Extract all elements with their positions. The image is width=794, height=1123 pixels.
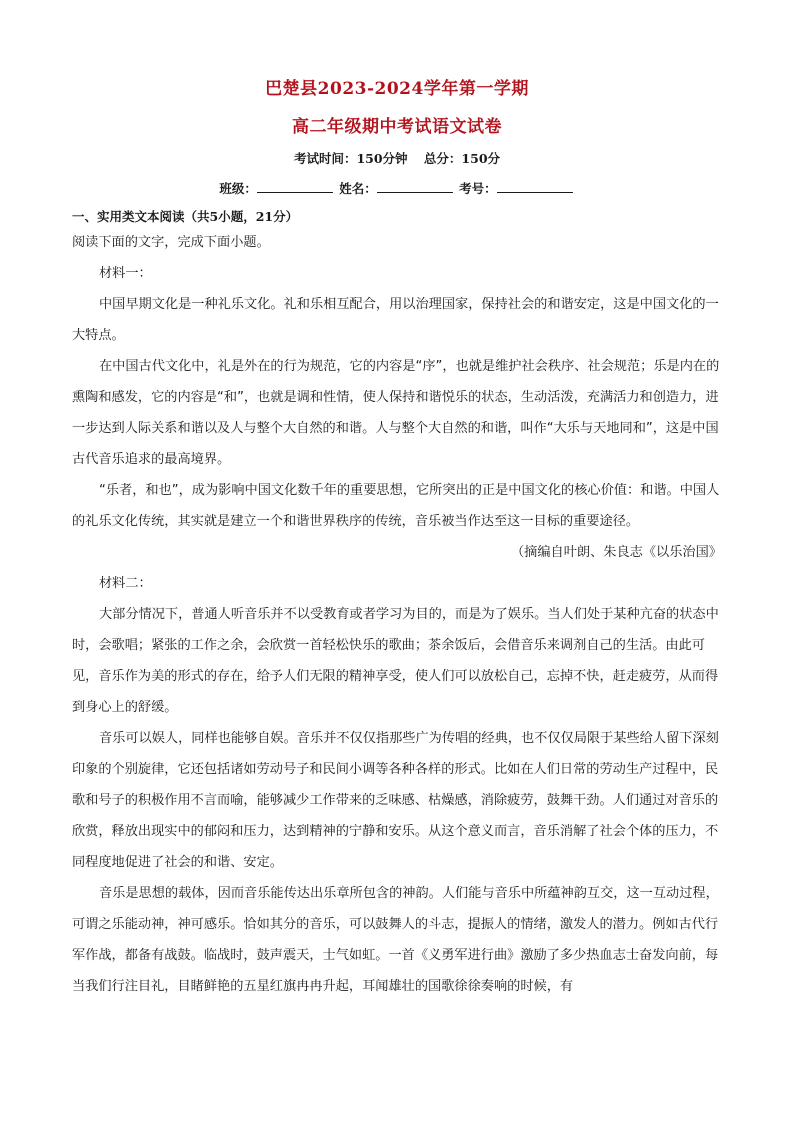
material1-paragraph: 中国早期文化是一种礼乐文化。礼和乐相互配合，用以治理国家，保持社会的和谐安定，这是中国文化的一大特点。 <box>72 297 719 343</box>
exam-time: 考试时间：150分钟 <box>293 151 408 166</box>
number-label: 考号： <box>459 181 497 196</box>
material1-paragraph: 在中国古代文化中，礼是外在的行为规范，它的内容是“序”，也就是维护社会秩序、社会规范；乐是内在的熏陶和感发，它的内容是“和”，也就是调和性情，使人保持和谐悦乐的状态，生动活泼，充满活力和创造力，进一步达到人际关系和谐以及人与整个大自然的和谐。人与整个大自然的和谐，叫作“大乐与天地同和”，这是中国古代音乐追求的最高境界。 <box>72 359 720 467</box>
name-label: 姓名： <box>339 181 377 196</box>
material2-paragraph: 音乐可以娱人，同样也能够自娱。音乐并不仅仅指那些广为传唱的经典，也不仅仅局限于某些给人留下深刻印象的个别旋律，它还包括诸如劳动号子和民间小调等各种各样的形式。比如在人们日常的劳动生产过程中，民歌和号子的积极作用不言而喻，能够减少工作带来的乏味感、枯燥感，消除疲劳，鼓舞干劲。人们通过对音乐的欣赏，释放出现实中的郁闷和压力，达到精神的宁静和安乐。从这个意义而言，音乐消解了社会个体的压力，不同程度地促进了社会的和谐、安定。 <box>72 731 719 870</box>
exam-title-school-term: 巴楚县2023-2024学年第一学期 <box>265 79 529 99</box>
reading-passage <box>72 227 722 1002</box>
class-blank[interactable] <box>257 180 333 193</box>
material2-label: 材料二： <box>99 576 152 591</box>
class-label: 班级： <box>219 181 257 196</box>
exam-meta <box>72 149 722 167</box>
student-info-fields <box>72 179 722 197</box>
material1-source: （摘编自叶朗、朱良志《以乐治国》 <box>511 545 722 560</box>
exam-page <box>72 62 722 1002</box>
material1-label: 材料一： <box>99 266 152 281</box>
number-blank[interactable] <box>497 180 573 193</box>
total-score: 总分：150分 <box>423 151 501 166</box>
name-blank[interactable] <box>377 180 453 193</box>
material2-paragraph: 音乐是思想的载体，因而音乐能传达出乐章所包含的神韵。人们能与音乐中所蕴神韵互交，这一互动过程，可谓之乐能动神，神可感乐。恰如其分的音乐，可以鼓舞人的斗志，提振人的情绪，激发人的潜力。例如古代行军作战，都备有战鼓。临战时，鼓声震天，士气如虹。一首《义勇军进行曲》激励了多少热血志士奋发向前，每当我们行注目礼，目睹鲜艳的五星红旗冉冉升起，耳闻雄壮的国歌徐徐奏响的时候，有 <box>72 886 719 994</box>
instruction-text: 阅读下面的文字，完成下面小题。 <box>72 235 270 250</box>
material2-paragraph: 大部分情况下，普通人听音乐并不以受教育或者学习为目的，而是为了娱乐。当人们处于某种亢奋的状态中时，会歌唱；紧张的工作之余，会欣赏一首轻松快乐的歌曲；茶余饭后，会借音乐来调剂自己的生活。由此可见，音乐作为美的形式的存在，给予人们无限的精神享受，使人们可以放松自己，忘掉不快，赶走疲劳，从而得到身心上的舒缓。 <box>72 607 719 715</box>
exam-title-subject: 高二年级期中考试语文试卷 <box>292 117 502 137</box>
material1-paragraph: “乐者，和也”，成为影响中国文化数千年的重要思想，它所突出的正是中国文化的核心价值：和谐。中国人的礼乐文化传统，其实就是建立一个和谐世界秩序的传统，音乐被当作达至这一目标的重要途径。 <box>72 483 720 529</box>
section-title: 一、实用类文本阅读（共5小题，21分） <box>72 209 299 224</box>
